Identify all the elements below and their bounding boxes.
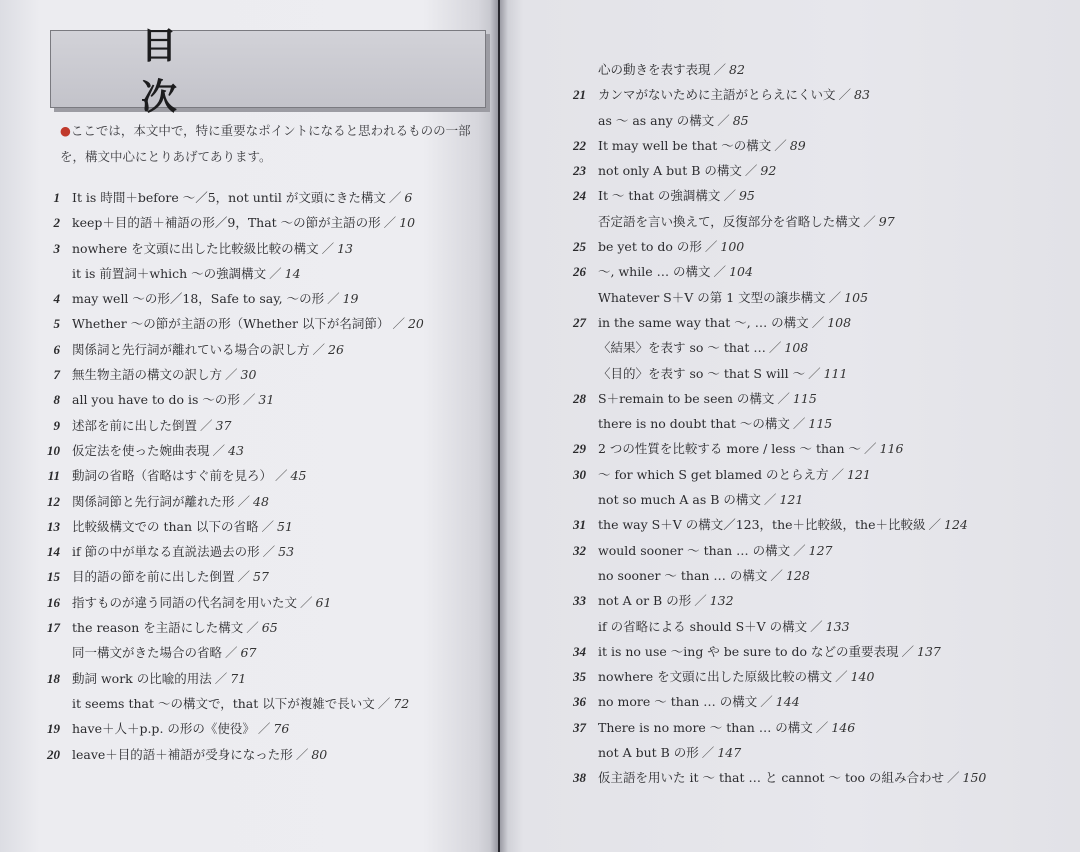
toc-entry (548, 414, 1068, 439)
toc-separator: ／ (300, 594, 313, 610)
toc-entry-page: 10 (399, 215, 416, 231)
toc-entry-page: 53 (278, 544, 295, 560)
toc-separator: ／ (704, 239, 718, 255)
toc-entry-page: 100 (720, 239, 745, 255)
toc-separator: ／ (701, 745, 715, 761)
toc-separator: ／ (808, 365, 821, 381)
toc-entry-page: 31 (258, 392, 275, 408)
toc-separator: ／ (392, 316, 405, 332)
toc-entry (548, 591, 1068, 616)
toc-entry-text: if 節の中が単なる直説法過去の形 (72, 544, 260, 560)
toc-separator: ／ (928, 517, 942, 533)
toc-separator: ／ (744, 163, 758, 179)
toc-separator: ／ (901, 643, 914, 659)
toc-entry (548, 692, 1068, 717)
toc-entry-text: not A or B の形 (598, 593, 692, 609)
toc-entry (22, 441, 482, 466)
toc-entry-text: 無生物主語の構文の訳し方 (72, 367, 223, 383)
toc-entry-number: 35 (573, 669, 586, 685)
toc-entry-number: 12 (47, 493, 60, 509)
toc-entry (548, 161, 1068, 186)
toc-entry-page: 37 (215, 417, 232, 433)
toc-entry-page: 144 (775, 694, 800, 710)
toc-entry-page: 71 (230, 670, 247, 686)
toc-entry (22, 365, 482, 390)
toc-separator: ／ (760, 694, 773, 710)
toc-separator: ／ (388, 190, 402, 205)
toc-entry-text: 〈目的〉を表す so ～ that S will ～ (598, 365, 806, 381)
toc-entry-number: 10 (47, 442, 60, 458)
toc-entry-text: it seems that ～の構文で，that 以下が複雑で長い文 (72, 695, 375, 711)
toc-entry-page: 43 (228, 442, 244, 458)
toc-entry-number: 26 (573, 264, 586, 280)
toc-entry-text: not only A but B の構文 (598, 163, 742, 179)
toc-entry (22, 745, 482, 770)
toc-entry-text: 述部を前に出した倒置 (72, 417, 198, 433)
toc-entry-page: 83 (854, 87, 870, 103)
toc-entry-page: 14 (284, 265, 301, 281)
toc-entry-text: have＋人＋p.p. の形の《使役》 (72, 721, 255, 737)
toc-entry (548, 439, 1068, 464)
intro-text: ここでは，本文中で，特に重要なポイントになると思われるものの一部を，構文中心にとりあげてあります。 (60, 123, 471, 164)
toc-entry-number: 15 (47, 569, 60, 585)
toc-entry-number: 33 (573, 593, 586, 609)
toc-entry (548, 617, 1068, 642)
toc-entry-text: not so much A as B の構文 (598, 492, 761, 508)
toc-separator: ／ (246, 620, 259, 636)
toc-entry-number: 16 (47, 594, 60, 610)
toc-separator: ／ (237, 493, 251, 509)
toc-entry-page: 82 (729, 62, 745, 77)
toc-entry-text: There is no more ～ than … の構文 (598, 719, 813, 735)
toc-entry (22, 643, 482, 668)
title-box (50, 25, 486, 118)
toc-entry-page: 133 (825, 618, 850, 634)
toc-separator: ／ (717, 112, 730, 128)
toc-entry-text: leave＋目的語＋補語が受身になった形 (72, 746, 293, 762)
toc-separator: ／ (327, 291, 340, 307)
toc-entry (22, 593, 482, 618)
toc-separator: ／ (225, 645, 238, 661)
toc-entry-page: 26 (328, 341, 344, 357)
toc-entry-text: 目的語の節を前に出した倒置 (72, 569, 235, 585)
toc-separator: ／ (831, 466, 844, 482)
toc-entry-page: 132 (709, 593, 734, 609)
toc-separator: ／ (237, 569, 251, 585)
toc-separator: ／ (863, 213, 876, 229)
toc-entry (22, 542, 482, 567)
page-title: 目 次 (141, 25, 394, 118)
toc-separator: ／ (694, 593, 707, 609)
toc-entry-text: Whatever S＋V の第 1 文型の譲歩構文 (598, 289, 826, 305)
toc-entry-page: 140 (850, 669, 875, 685)
toc-separator: ／ (777, 390, 790, 406)
toc-separator: ／ (383, 215, 397, 231)
toc-entry-text: 比較級構文での than 以下の省略 (72, 518, 259, 534)
toc-entry (22, 340, 482, 365)
toc-entry-text: not A but B の形 (598, 745, 699, 761)
toc-entry-number: 8 (53, 392, 60, 408)
toc-entry-page: 6 (404, 190, 413, 205)
toc-separator: ／ (768, 340, 782, 356)
toc-separator: ／ (770, 567, 783, 583)
toc-entry (548, 465, 1068, 490)
toc-entry-text: all you have to do is ～の形 (72, 392, 240, 408)
toc-entry-page: 115 (808, 416, 833, 432)
toc-entry-page: 108 (827, 314, 852, 330)
toc-separator: ／ (815, 719, 829, 735)
toc-entry-number: 9 (53, 417, 60, 433)
toc-entry (548, 338, 1068, 363)
toc-entry-text: be yet to do の形 (598, 239, 702, 255)
toc-entry-page: 95 (738, 188, 755, 204)
toc-entry-text: 同一構文がきた場合の省略 (72, 645, 223, 661)
toc-entry-number: 27 (573, 314, 586, 330)
toc-entry-page: 116 (879, 441, 904, 457)
toc-entry-text: it is no use ～ing や be sure to do などの重要表現 (598, 643, 899, 659)
toc-entry-number: 13 (47, 518, 60, 534)
left-page (0, 0, 498, 852)
toc-entry (548, 566, 1068, 591)
toc-separator: ／ (242, 392, 256, 408)
toc-entry (22, 416, 482, 441)
toc-separator: ／ (811, 314, 825, 330)
toc-entry-number: 19 (47, 721, 60, 737)
toc-entry-page: 146 (831, 719, 856, 735)
toc-separator: ／ (774, 137, 787, 153)
toc-entry-page: 85 (732, 112, 749, 128)
toc-entry-number: 32 (573, 542, 586, 558)
toc-separator: ／ (275, 468, 288, 484)
bullet-mark: ● (60, 123, 71, 138)
toc-entry (548, 364, 1068, 389)
toc-entry-page: 115 (792, 390, 817, 406)
toc-entry (548, 262, 1068, 287)
toc-entry (548, 237, 1068, 262)
toc-separator: ／ (713, 62, 727, 77)
toc-entry (548, 212, 1068, 237)
toc-entry-text: 動詞 work の比喩的用法 (72, 670, 212, 686)
toc-entry-text: as ～ as any の構文 (598, 112, 715, 128)
toc-separator: ／ (295, 746, 309, 762)
toc-entry-number: 34 (573, 643, 586, 659)
toc-entry-number: 25 (573, 239, 586, 255)
toc-entry-number: 17 (47, 620, 60, 636)
toc-entry (22, 492, 482, 517)
toc-entry-text: may well ～の形／18，Safe to say, ～の形 (72, 291, 325, 307)
toc-entry-text: 否定語を言い換えて，反復部分を省略した構文 (598, 213, 861, 229)
toc-separator: ／ (377, 695, 391, 711)
toc-entry (548, 60, 1068, 85)
toc-entry (22, 314, 482, 339)
toc-entry (22, 694, 482, 719)
toc-entry-page: 105 (844, 289, 869, 305)
toc-entry-number: 6 (53, 341, 60, 357)
toc-entry (22, 719, 482, 744)
toc-entry-number: 29 (573, 441, 586, 457)
toc-entry-page: 121 (846, 466, 871, 482)
toc-entry-page: 61 (315, 594, 332, 610)
toc-entry-text: the way S＋V の構文／123，the＋比較級，the＋比較級 (598, 517, 926, 533)
toc-entry-page: 19 (342, 291, 359, 307)
toc-separator: ／ (810, 618, 823, 634)
toc-entry-number: 18 (47, 670, 60, 686)
toc-entry-page: 108 (784, 340, 809, 356)
toc-entry-page: 20 (407, 316, 424, 332)
toc-entry-text: 指すものが違う同語の代名詞を用いた文 (72, 594, 298, 610)
toc-separator: ／ (838, 87, 852, 103)
toc-entry (548, 515, 1068, 540)
toc-entry-text: there is no doubt that ～の構文 (598, 416, 790, 432)
toc-entry-text: Whether ～の節が主語の形（Whether 以下が名詞節） (72, 316, 390, 332)
toc-entry-number: 7 (53, 367, 60, 383)
toc-entry-page: 30 (240, 367, 257, 383)
toc-entry (548, 490, 1068, 515)
toc-separator: ／ (214, 670, 228, 686)
book-gutter (490, 0, 508, 852)
toc-entry-number: 21 (573, 87, 586, 103)
toc-entry-number: 37 (573, 719, 586, 735)
toc-entry-text: It is 時間＋before ～／5，not until が文頭にきた構文 (72, 190, 386, 205)
toc-entry-page: 111 (823, 365, 848, 381)
toc-entry-page: 65 (261, 620, 278, 636)
toc-entry-page: 124 (944, 517, 968, 533)
toc-entry-text: if の省略による should S＋V の構文 (598, 618, 808, 634)
toc-entry (548, 389, 1068, 414)
toc-entry-page: 67 (240, 645, 257, 661)
toc-entry-page: 137 (917, 643, 941, 659)
toc-entry (22, 567, 482, 592)
toc-entry-number: 1 (53, 190, 60, 205)
toc-entry-number: 31 (573, 517, 586, 533)
toc-entry-number: 20 (47, 746, 60, 762)
intro-note (60, 118, 480, 170)
toc-entry-text: the reason を主語にした構文 (72, 620, 244, 636)
toc-entry (22, 213, 482, 238)
toc-entry (548, 642, 1068, 667)
toc-entry-page: 45 (290, 468, 307, 484)
toc-entry-text: ～, while … の構文 (598, 264, 711, 280)
toc-entry (548, 186, 1068, 211)
toc-separator: ／ (200, 417, 213, 433)
toc-right-list (548, 60, 1068, 794)
toc-entry (548, 313, 1068, 338)
toc-entry-text: 仮主語を用いた it ～ that … と cannot ～ too の組み合わせ (598, 770, 945, 786)
toc-entry (22, 188, 482, 213)
toc-entry (22, 264, 482, 289)
toc-entry-page: 150 (962, 770, 987, 786)
toc-separator: ／ (723, 188, 736, 204)
toc-entry-text: 〈結果〉を表す so ～ that … (598, 340, 766, 356)
toc-separator: ／ (321, 240, 335, 256)
toc-separator: ／ (793, 542, 806, 558)
toc-entry-text: keep＋目的語＋補語の形／9，That ～の節が主語の形 (72, 215, 381, 231)
toc-entry-page: 57 (253, 569, 269, 585)
toc-entry-text: in the same way that ～, … の構文 (598, 314, 809, 330)
toc-separator: ／ (312, 341, 326, 357)
toc-entry-number: 30 (573, 466, 586, 482)
toc-separator: ／ (792, 416, 806, 432)
toc-entry (548, 111, 1068, 136)
toc-entry-text: S＋remain to be seen の構文 (598, 390, 775, 406)
toc-entry-number: 23 (573, 163, 586, 179)
toc-entry-page: 89 (789, 137, 806, 153)
toc-entry-number: 38 (573, 770, 586, 786)
toc-entry-text: it is 前置詞＋which ～の強調構文 (72, 265, 267, 281)
toc-entry-text: It may well be that ～の構文 (598, 137, 772, 153)
toc-entry (548, 743, 1068, 768)
toc-entry-number: 14 (47, 544, 60, 560)
toc-entry (22, 466, 482, 491)
toc-entry-number: 2 (53, 215, 60, 231)
toc-entry (22, 517, 482, 542)
toc-entry (22, 289, 482, 314)
toc-entry-page: 128 (785, 567, 810, 583)
toc-entry-text: 関係詞と先行詞が離れている場合の訳し方 (72, 341, 310, 357)
toc-entry-number: 36 (573, 694, 586, 710)
toc-entry-page: 76 (273, 721, 290, 737)
toc-entry-page: 72 (393, 695, 410, 711)
toc-entry-text: no sooner ～ than … の構文 (598, 567, 768, 583)
toc-entry (548, 718, 1068, 743)
toc-entry (22, 618, 482, 643)
toc-entry-page: 147 (717, 745, 742, 761)
toc-entry-number: 4 (53, 291, 60, 307)
toc-separator: ／ (225, 367, 238, 383)
toc-entry-text: 仮定法を使った婉曲表現 (72, 442, 210, 458)
toc-left-list (22, 188, 482, 770)
toc-separator: ／ (828, 289, 842, 305)
toc-entry-page: 104 (729, 264, 753, 280)
toc-entry (548, 667, 1068, 692)
toc-entry-text: 関係詞節と先行詞が離れた形 (72, 493, 235, 509)
toc-separator: ／ (257, 721, 271, 737)
toc-entry (548, 136, 1068, 161)
toc-entry-text: would sooner ～ than … の構文 (598, 542, 791, 558)
toc-entry-text: nowhere を文頭に出した比較級比較の構文 (72, 240, 319, 256)
toc-entry-text: no more ～ than … の構文 (598, 694, 758, 710)
toc-entry-page: 80 (311, 746, 328, 762)
toc-entry (548, 85, 1068, 110)
toc-separator: ／ (713, 264, 727, 280)
toc-entry-text: 2 つの性質を比較する more / less ～ than ～ (598, 441, 862, 457)
toc-entry-number: 5 (53, 316, 60, 332)
toc-entry (548, 288, 1068, 313)
toc-entry-text: 心の動きを表す表現 (598, 62, 711, 77)
toc-entry-number: 11 (47, 468, 60, 484)
toc-separator: ／ (947, 770, 960, 786)
toc-entry (22, 390, 482, 415)
toc-entry-page: 121 (779, 492, 804, 508)
toc-entry-page: 51 (277, 518, 293, 534)
toc-entry-text: It ～ that の強調構文 (598, 188, 721, 204)
toc-separator: ／ (864, 441, 877, 457)
toc-separator: ／ (262, 544, 276, 560)
toc-separator: ／ (261, 518, 275, 534)
toc-entry-number: 28 (573, 390, 586, 406)
toc-entry-number: 22 (573, 137, 586, 153)
toc-entry-page: 92 (760, 163, 777, 179)
toc-entry (22, 669, 482, 694)
toc-separator: ／ (212, 442, 226, 458)
toc-entry-page: 97 (878, 213, 895, 229)
toc-entry-page: 127 (808, 542, 833, 558)
toc-entry-text: カンマがないために主語がとらえにくい文 (598, 87, 836, 103)
toc-entry-text: 動詞の省略（省略はすぐ前を見ろ） (72, 468, 273, 484)
toc-entry-number: 3 (53, 240, 60, 256)
toc-entry-number: 24 (573, 188, 586, 204)
toc-entry (548, 768, 1068, 793)
toc-entry (22, 239, 482, 264)
toc-entry-text: ～ for which S get blamed のとらえ方 (598, 466, 829, 482)
toc-entry-page: 13 (337, 240, 353, 256)
toc-separator: ／ (763, 492, 777, 508)
toc-entry (548, 541, 1068, 566)
toc-separator: ／ (269, 265, 282, 281)
toc-entry-page: 48 (253, 493, 269, 509)
toc-entry-text: nowhere を文頭に出した原級比較の構文 (598, 669, 833, 685)
toc-separator: ／ (835, 669, 848, 685)
